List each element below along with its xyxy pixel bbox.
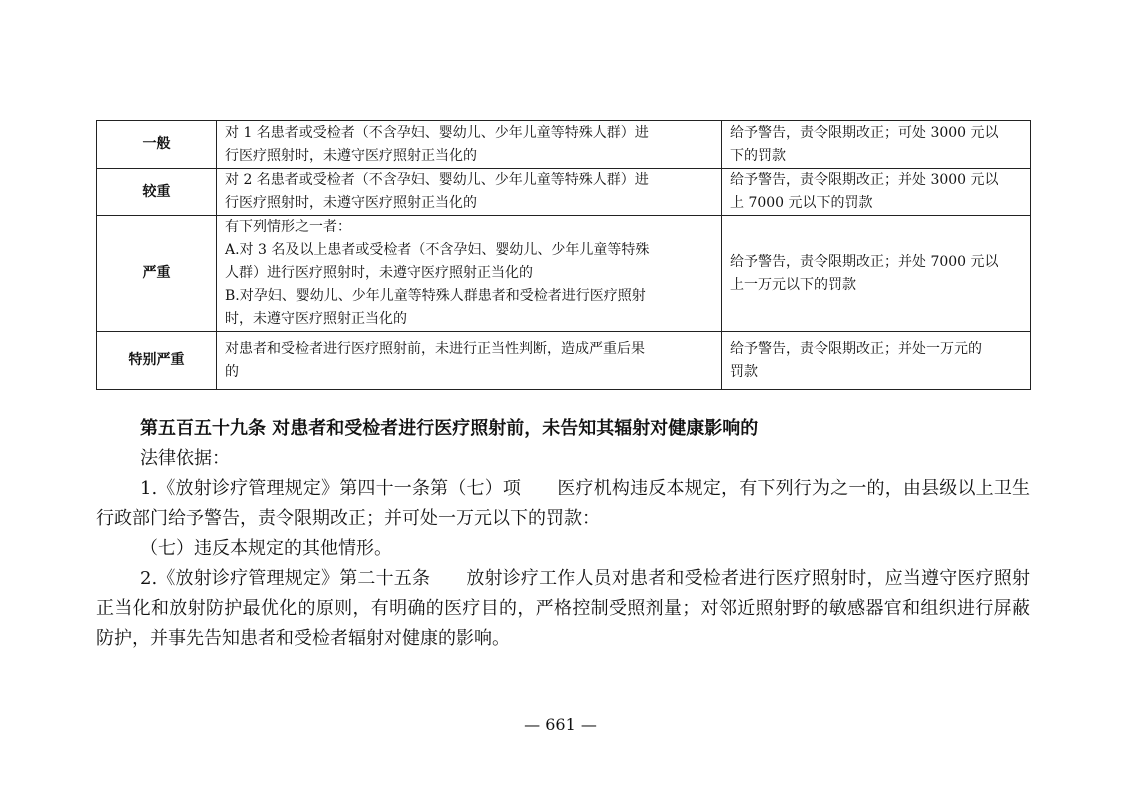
condition-line: B.对孕妇、婴幼儿、少年儿童等特殊人群患者和受检者进行医疗照射 [225, 288, 646, 304]
article-title: 第五百五十九条 对患者和受检者进行医疗照射前，未告知其辐射对健康影响的 [140, 418, 759, 439]
penalty-cell [722, 121, 1031, 169]
table-row [97, 121, 1031, 169]
penalty-line: 罚款 [730, 363, 758, 380]
basis-item-1-text: 医疗机构违反本规定，有下列行为之一的，由县级以上卫生行政部门给予警告，责令限期改正；并可处一万元以下的罚款： [96, 478, 1031, 529]
table-row [97, 216, 1031, 332]
violation-condition-cell [217, 332, 722, 390]
violation-condition-cell [217, 216, 722, 332]
penalty-line: 给予警告，责令限期改正；并处 7000 元以 [730, 253, 999, 270]
violation-level-cell: 一般 [97, 121, 217, 169]
penalty-line: 给予警告，责令限期改正；并处一万元的 [730, 340, 982, 357]
table-row [97, 169, 1031, 216]
basis-item-1 [96, 474, 1030, 534]
penalty-cell [722, 169, 1031, 216]
penalty-line: 下的罚款 [730, 147, 786, 164]
condition-line: 对患者和受检者进行医疗照射前，未进行正当性判断，造成严重后果 [225, 340, 645, 357]
condition-line: 时，未遵守医疗照射正当化的 [225, 311, 407, 327]
basis-item-1-subclause: （七）违反本规定的其他情形。 [140, 538, 392, 559]
legal-basis-label: 法律依据： [140, 448, 230, 469]
condition-line: 有下列情形之一者： [225, 219, 351, 235]
condition-line: 的 [225, 363, 239, 380]
basis-item-1-reference: 1.《放射诊疗管理规定》第四十一条第（七）项 [140, 478, 522, 499]
penalty-table-body [97, 121, 1031, 390]
penalty-line: 给予警告，责令限期改正；可处 3000 元以 [730, 124, 999, 141]
condition-line: 行医疗照射时，未遵守医疗照射正当化的 [225, 195, 477, 211]
condition-line: 行医疗照射时，未遵守医疗照射正当化的 [225, 147, 477, 164]
violation-level-cell: 严重 [97, 216, 217, 332]
violation-condition-cell [217, 121, 722, 169]
condition-line: A.对 3 名及以上患者或受检者（不含孕妇、婴幼儿、少年儿童等特殊 [225, 242, 650, 258]
article [96, 414, 1030, 654]
violation-condition-cell [217, 169, 722, 216]
condition-line: 对 2 名患者或受检者（不含孕妇、婴幼儿、少年儿童等特殊人群）进 [225, 172, 649, 188]
penalty-line: 上 7000 元以下的罚款 [730, 195, 873, 211]
penalty-line: 上一万元以下的罚款 [730, 276, 856, 293]
violation-level-cell: 特别严重 [97, 332, 217, 390]
page-number: — 661 — [524, 715, 597, 734]
condition-line: 人群）进行医疗照射时，未遵守医疗照射正当化的 [225, 265, 533, 281]
penalty-line: 给予警告，责令限期改正；并处 3000 元以 [730, 172, 999, 188]
basis-item-2-text: 放射诊疗工作人员对患者和受检者进行医疗照射时，应当遵守医疗照射正当化和放射防护最优化的原则，有明确的医疗目的，严格控制受照剂量；对邻近照射野的敏感器官和组织进行屏蔽防护，并事先告知患者和受检者辐射对健康的影响。 [96, 568, 1030, 649]
basis-item-2 [96, 564, 1030, 654]
condition-line: 对 1 名患者或受检者（不含孕妇、婴幼儿、少年儿童等特殊人群）进 [225, 124, 649, 141]
violation-level-cell: 较重 [97, 169, 217, 216]
basis-item-2-reference: 2.《放射诊疗管理规定》第二十五条 [140, 568, 431, 589]
table-row [97, 332, 1031, 390]
penalty-cell [722, 332, 1031, 390]
penalty-cell [722, 216, 1031, 332]
penalty-table [96, 120, 1031, 390]
